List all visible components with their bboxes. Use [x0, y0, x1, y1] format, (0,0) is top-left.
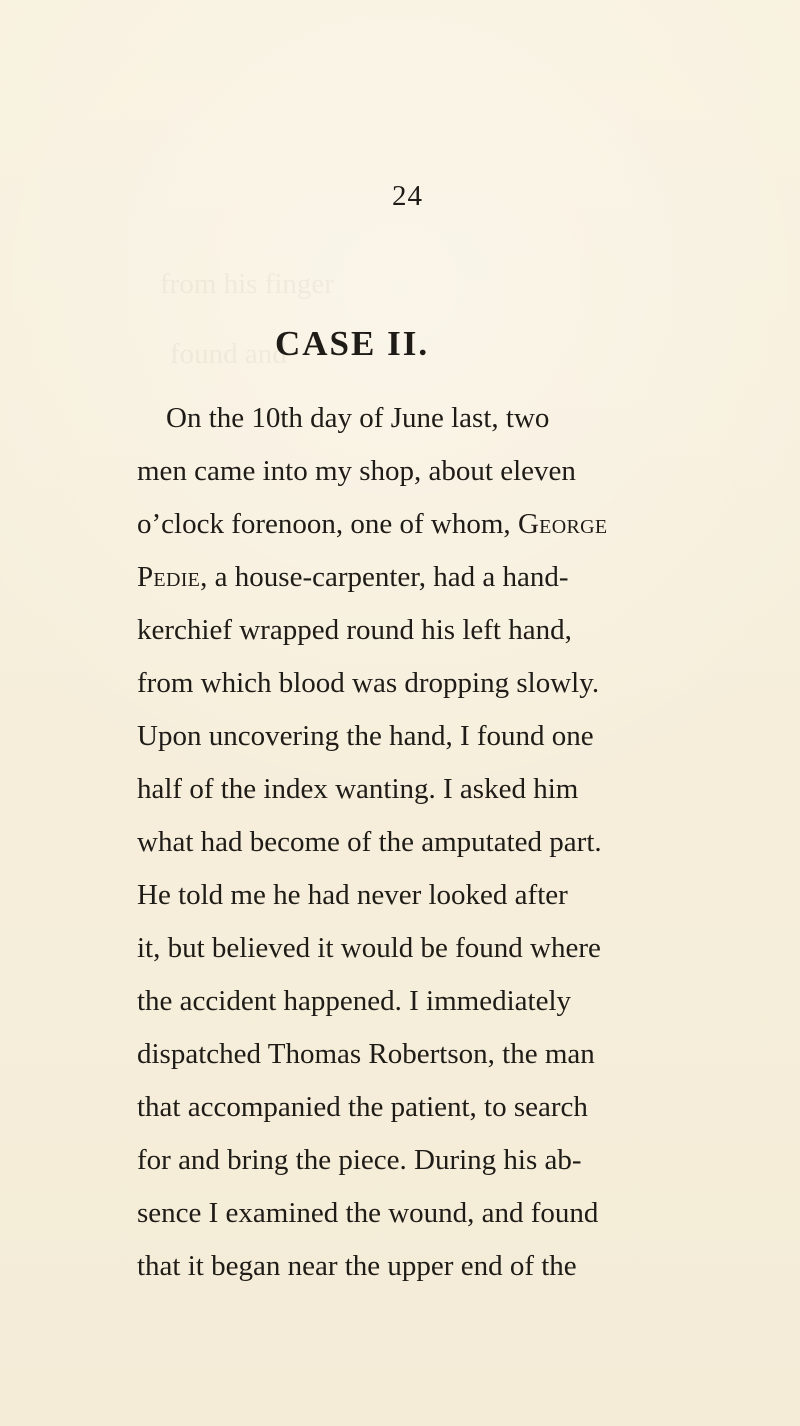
text-line-15: for and bring the piece. During his ab- — [137, 1144, 582, 1176]
page-number: 24 — [392, 180, 423, 212]
text-line-13: dispatched Thomas Robertson, the man — [137, 1038, 595, 1070]
text-line-9: what had become of the amputated part. — [137, 826, 602, 858]
text-line-3-prefix: o’clock forenoon, one of whom, — [137, 508, 518, 540]
text-line-16: sence I examined the wound, and found — [137, 1197, 599, 1229]
text-line-4-suffix: , a house-carpenter, had a hand- — [200, 561, 569, 593]
name-george: George — [517, 508, 608, 540]
text-line-14: that accompanied the patient, to search — [137, 1091, 588, 1123]
text-line-7: Upon uncovering the hand, I found one — [137, 720, 594, 752]
text-line-4 — [137, 551, 737, 604]
text-line-3 — [137, 498, 737, 551]
text-line-1: On the 10th day of June last, two — [166, 402, 550, 434]
text-line-17: that it began near the upper end of the — [137, 1250, 577, 1282]
show-through-text-2: found and — [170, 338, 287, 370]
body-text — [137, 392, 737, 1293]
text-line-2: men came into my shop, about eleven — [137, 455, 576, 487]
text-line-8: half of the index wanting. I asked him — [137, 773, 579, 805]
case-heading: CASE II. — [275, 324, 430, 363]
name-pedie: Pedie — [137, 561, 201, 593]
text-line-5: kerchief wrapped round his left hand, — [137, 614, 572, 646]
text-line-6: from which blood was dropping slowly. — [137, 667, 600, 699]
text-line-11: it, but believed it would be found where — [137, 932, 601, 964]
text-line-10: He told me he had never looked after — [137, 879, 568, 911]
text-line-12: the accident happened. I immediately — [137, 985, 572, 1017]
show-through-text: from his finger — [160, 268, 334, 300]
